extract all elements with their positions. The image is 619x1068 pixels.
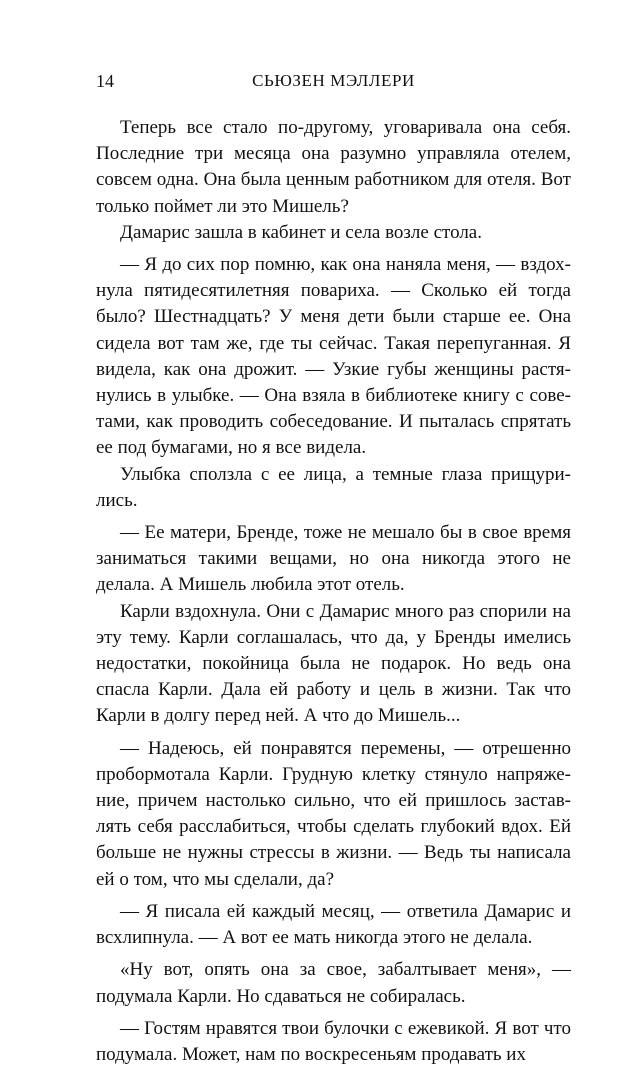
paragraph: — Я писала ей каждый месяц, — ответила Дамарис и всхлипнула. — А вот ее мать никогда этого не делала. [96,900,571,949]
paragraph: Дамарис зашла в кабинет и села возле стола. [120,221,482,243]
paragraph: Теперь все стало по-другому, уговаривала она себя. Последние три месяца она разумно управляла отелем, совсем одна. Она была ценным работником для отеля. Вот только поймет ли это Мишель? [96,117,571,217]
paragraph: Улыбка сползла с ее лица, а темные глаза прищурились. [96,463,571,511]
running-title: СЬЮЗЕН МЭЛЛЕРИ [252,71,415,90]
paragraph: — Ее матери, Бренде, тоже не мешало бы в свое время заниматься такими вещами, но она никогда этого не делала. А Мишель любила этот отель. [96,522,571,596]
paragraph: — Гостям нравятся твои булочки с ежевикой. Я вот что подумала. Может, нам по воскресеньям продавать их [96,1017,571,1065]
paragraph: «Ну вот, опять она за свое, забалтывает меня», — подумала Карли. Но сдаваться не собиралась. [96,959,571,1007]
paragraph: Карли вздохнула. Они с Дамарис много раз спорили на эту тему. Карли соглашалась, что да, у Бренды имелись недостатки, покойница была не подарок. Но ведь она спасла Карли. Дала ей работу и цель в жизни. Так что Карли в долгу перед ней. А что до Мишель... [96,600,571,727]
paragraph: — Я до сих пор помню, как она наняла меня, — вздохнула пятидесятилетняя повариха. — Сколько ей тогда было? Шестнадцать? У меня дети были старше ее. Она сидела вот там же, где ты сейчас. Такая перепуганная. Я видела, как она дрожит. — Узкие губы женщины растянулись в улыбке. — Она взяла в библиотеке книгу с советами, как проводить собеседование. И пыталась спрятать ее под бумагами, но я все видела. [96,254,571,459]
running-head [96,68,571,94]
body-text [96,115,571,1065]
page-number: 14 [96,71,114,91]
paragraph: — Надеюсь, ей понравятся перемены, — отрешенно пробормотала Карли. Грудную клетку стянуло напряжение, причем настолько сильно, что ей пришлось заставлять себя расслабиться, чтобы сделать глубокий вдох. Ей больше не нужны стрессы в жизни. — Ведь ты написала ей о том, что мы сделали, да? [96,737,571,890]
